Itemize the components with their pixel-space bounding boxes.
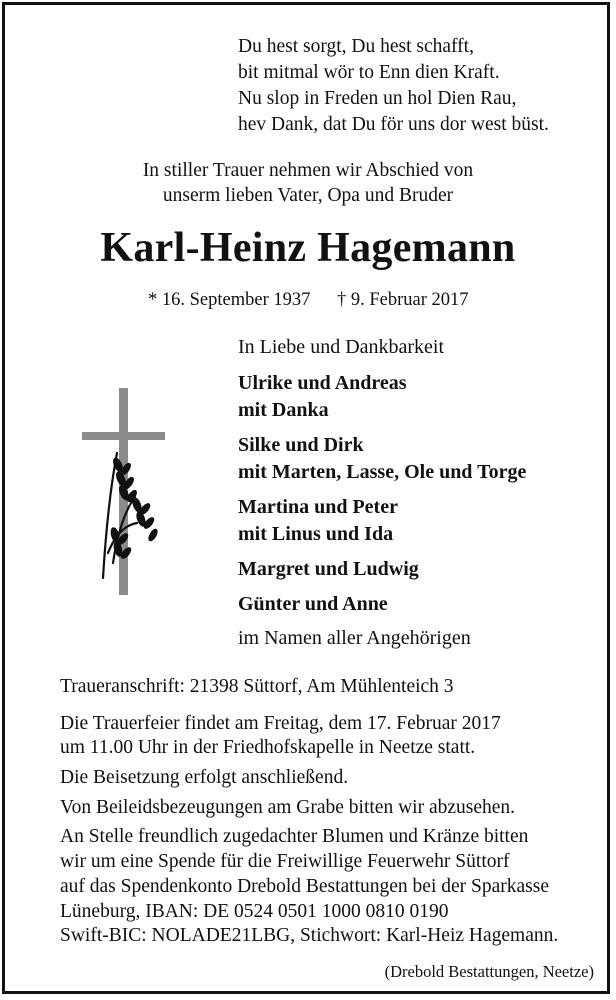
details-line-7: auf das Spendenkonto Drebold Bestattungen bei der Sparkasse [60, 876, 550, 897]
poem-line-2: bit mitmal wör to Enn dien Kraft. [238, 62, 500, 83]
poem-line-3: Nu slop in Freden un hol Dien Rau, [238, 88, 517, 109]
family-group-1-line-2: mit Danka [238, 399, 329, 421]
details-line-4: Von Beileidsbezeugungen am Grabe bitten wir abzusehen. [60, 797, 516, 818]
poem-line-1: Du hest sorgt, Du hest schafft, [238, 36, 474, 57]
birth-date: * 16. September 1937 [148, 290, 311, 310]
details-line-8: Lüneburg, IBAN: DE 0524 0501 1000 0810 0190 [60, 901, 449, 922]
family-group-3-line-1: Martina und Peter [238, 496, 398, 518]
details-line-1: Die Trauerfeier findet am Freitag, dem 17. Februar 2017 [60, 713, 501, 734]
poem-line-4: hev Dank, dat Du för uns dor west büst. [238, 114, 549, 135]
family-group-5-line-1: Günter und Anne [238, 593, 388, 615]
details-line-6: wir um eine Spende für die Freiwillige Feuerwehr Süttorf [60, 851, 510, 872]
details-line-3: Die Beisetzung erfolgt anschließend. [60, 767, 349, 788]
family-closing: im Namen aller Angehörigen [238, 627, 471, 649]
mourning-address: Traueranschrift: 21398 Süttorf, Am Mühlenteich 3 [60, 676, 454, 697]
family-group-2-line-1: Silke und Dirk [238, 434, 364, 456]
family-heading: In Liebe und Dankbarkeit [238, 336, 445, 358]
family-group-4-line-1: Margret und Ludwig [238, 558, 419, 580]
details-line-5: An Stelle freundlich zugedachter Blumen und Kränze bitten [60, 826, 529, 847]
death-date: † 9. Februar 2017 [337, 290, 469, 310]
intro-line-2: unserm lieben Vater, Opa und Bruder [162, 185, 454, 206]
family-group-3-line-2: mit Linus und Ida [238, 523, 394, 545]
deceased-name: Karl-Heinz Hagemann [100, 225, 516, 271]
details-line-2: um 11.00 Uhr in der Friedhofskapelle in Neetze statt. [60, 737, 476, 758]
family-group-2-line-2: mit Marten, Lasse, Ole und Torge [238, 461, 527, 483]
family-group-1-line-1: Ulrike und Andreas [238, 372, 407, 394]
funeral-home-credit: (Drebold Bestattungen, Neetze) [384, 962, 594, 981]
details-line-9: Swift-BIC: NOLADE21LBG, Stichwort: Karl-Heiz Hagemann. [60, 925, 559, 946]
cross-with-wheat-icon [75, 385, 175, 600]
intro-line-1: In stiller Trauer nehmen wir Abschied von [142, 160, 474, 181]
